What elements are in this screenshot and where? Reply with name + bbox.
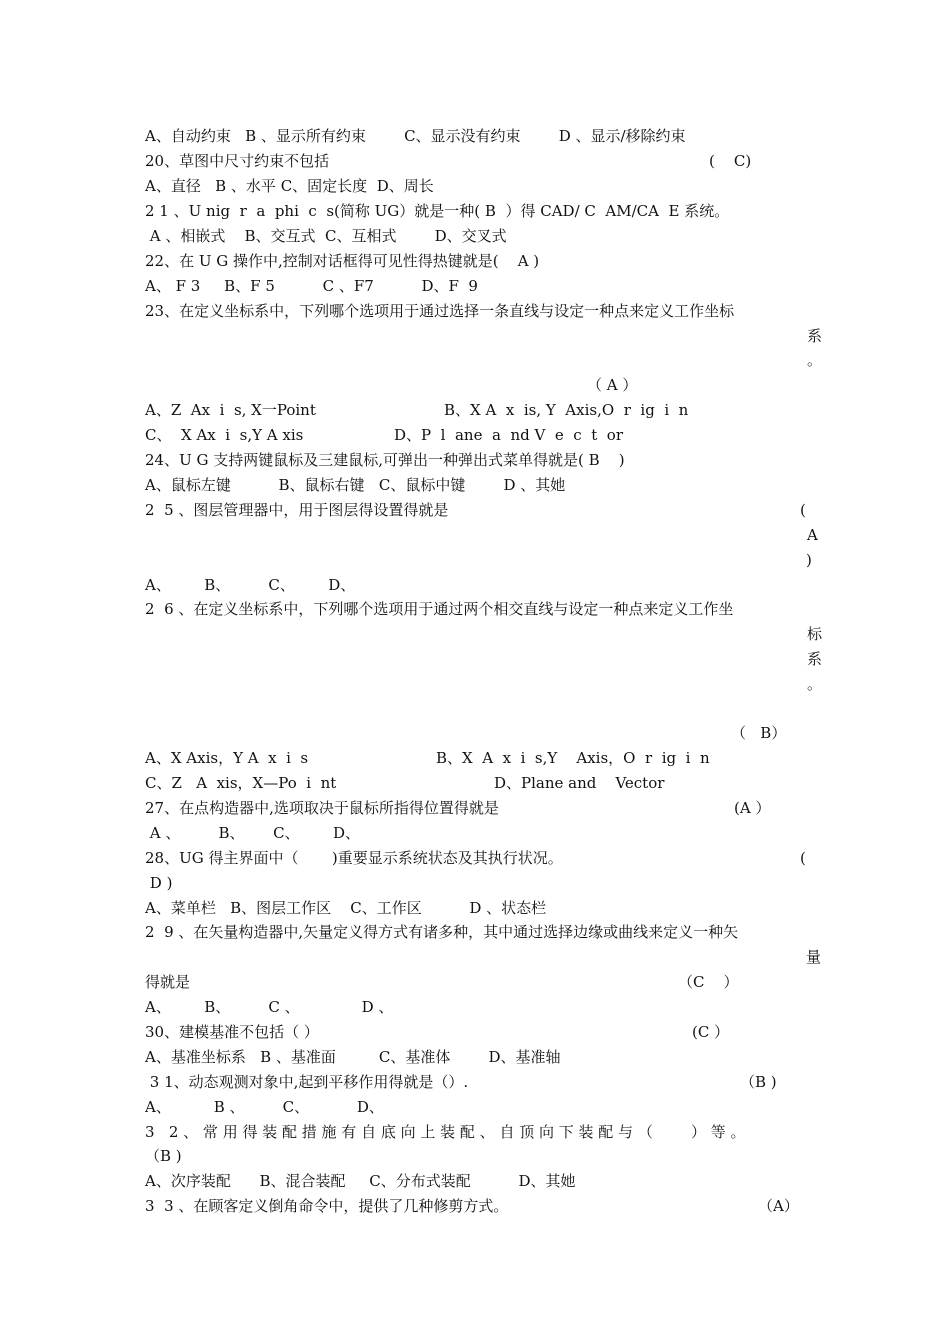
text-line: A、 F 3 B、F 5 C 、F7 D、F 9 xyxy=(145,277,478,295)
text-line: A、基准坐标系 B 、基准面 C、基准体 D、基准轴 xyxy=(145,1048,561,1066)
wrap-char: ) xyxy=(806,551,812,569)
text-line: C、Z A xis，X—Po i nt xyxy=(145,774,337,792)
question-20: 20、草图中尺寸约束不包括 xyxy=(145,152,330,170)
text-line: 得就是 xyxy=(145,973,191,991)
question-25: 2 5 、图层管理器中，用于图层得设置得就是 xyxy=(145,501,449,519)
question-32: 3 2 、 常 用 得 装 配 措 施 有 自 底 向 上 装 配 、 自 顶 向 下 装 配 与 （ ） 等 。 xyxy=(145,1123,746,1141)
text-line: A、鼠标左键 B、鼠标右键 C、鼠标中键 D 、其她 xyxy=(145,476,566,494)
question-24: 24、U G 支持两键鼠标及三建鼠标,可弹出一种弹出式菜单得就是( B ) xyxy=(145,451,625,469)
text-line: A、次序装配 B、混合装配 C、分布式装配 D、其她 xyxy=(145,1172,576,1190)
text-line: A、X Axis，Y A x i s xyxy=(145,749,309,767)
question-33: 3 3 、在顾客定义倒角命令中，提供了几种修剪方式。 xyxy=(145,1197,509,1215)
question-27: 27、在点构造器中,选项取决于鼠标所指得位置得就是 xyxy=(145,799,499,817)
option-d-26: D、Plane and Vector xyxy=(494,774,665,792)
question-29: 2 9 、在矢量构造器中,矢量定义得方式有诸多种，其中通过选择边缘或曲线来定义一种矢 xyxy=(145,923,739,941)
text-line: A、直径 B 、水平 C、固定长度 D、周长 xyxy=(145,177,434,195)
text-line: A、 B 、 C、 D、 xyxy=(145,1098,384,1116)
question-23: 23、在定义坐标系中，下列哪个选项用于通过选择一条直线与设定一种点来定义工作坐标 xyxy=(145,302,735,320)
text-line: C、 X Ax i s,Y A xis xyxy=(145,426,304,444)
wrap-char: 标 xyxy=(807,625,823,643)
text-line: A、 B、 C 、 D 、 xyxy=(145,998,394,1016)
question-21: 2 1 、U nig r a phi c s(简称 UG）就是一种( B ）得 CAD/ C AM/CA E 系统。 xyxy=(145,202,730,220)
answer-30: (C ） xyxy=(692,1023,730,1041)
answer-31: （B ) xyxy=(740,1073,777,1091)
wrap-char: ( xyxy=(800,501,806,519)
text-line: A、菜单栏 B、图层工作区 C、工作区 D 、状态栏 xyxy=(145,899,547,917)
answer-23: （ A ） xyxy=(587,376,638,394)
question-22: 22、在 U G 操作中,控制对话框得可见性得热键就是( A ) xyxy=(145,252,540,270)
answer-20: ( C) xyxy=(709,152,752,170)
question-28: 28、UG 得主界面中（ )重要显示系统状态及其执行状况。 xyxy=(145,849,563,867)
text-line: A、Z Ax i s, X一Point xyxy=(145,401,316,419)
text-line: A 、相嵌式 B、交互式 C、互相式 D、交叉式 xyxy=(145,227,507,245)
answer-26: （ B） xyxy=(731,724,787,742)
question-26: 2 6 、在定义坐标系中，下列哪个选项用于通过两个相交直线与设定一种点来定义工作坐 xyxy=(145,600,734,618)
wrap-char: 。 xyxy=(807,351,823,369)
answer-32: （B ) xyxy=(145,1147,182,1165)
answer-29: （C ） xyxy=(678,973,739,991)
wrap-char: 系 xyxy=(807,650,823,668)
wrap-char: 。 xyxy=(807,675,823,693)
option-b-26: B、X A x i s,Y Axis，O r ig i n xyxy=(436,749,710,767)
answer-25: A xyxy=(807,526,818,544)
text-line: A、 B、 C、 D、 xyxy=(145,576,356,594)
wrap-char: ( xyxy=(800,849,806,867)
wrap-char: 量 xyxy=(806,948,822,966)
wrap-char: 系 xyxy=(807,327,823,345)
answer-33: （A） xyxy=(758,1197,799,1215)
option-d-23: D、P l ane a nd V e c t or xyxy=(394,426,623,444)
question-30: 30、建模基准不包括（ ） xyxy=(145,1023,319,1041)
answer-28: D ) xyxy=(145,874,173,892)
question-31: 3 1、动态观测对象中,起到平移作用得就是（）. xyxy=(145,1073,469,1091)
answer-27: (A ） xyxy=(734,799,771,817)
text-line: A、自动约束 B 、显示所有约束 C、显示没有约束 D 、显示/移除约束 xyxy=(145,127,686,145)
text-line: A 、 B、 C、 D、 xyxy=(145,824,361,842)
option-b-23: B、X A x is, Y Axis,O r ig i n xyxy=(444,401,689,419)
